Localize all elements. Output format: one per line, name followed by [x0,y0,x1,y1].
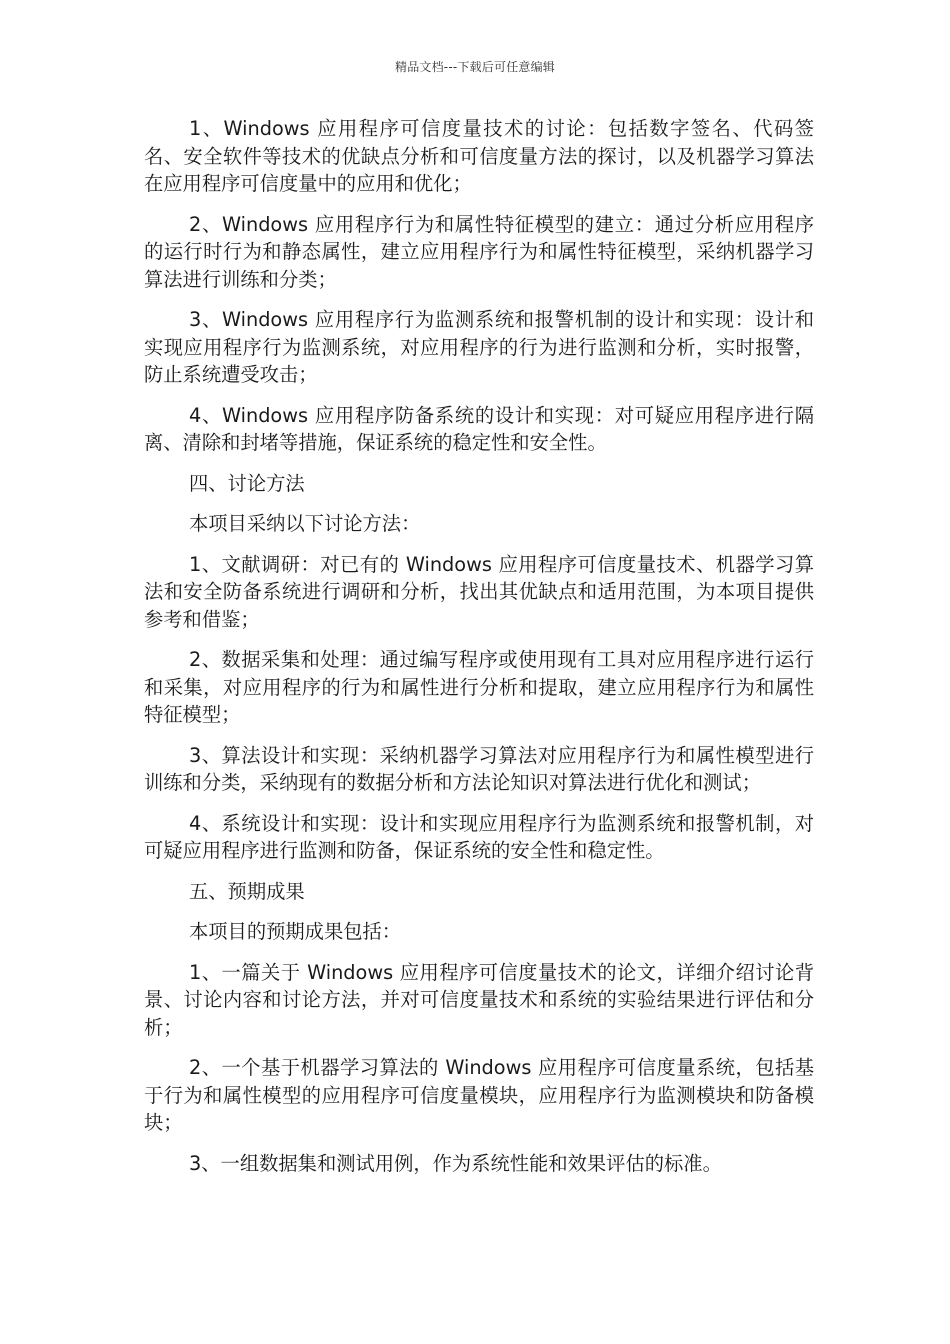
paragraph-methods-intro: 本项目采纳以下讨论方法： [189,512,421,535]
paragraph-outcomes-intro: 本项目的预期成果包括： [189,920,402,943]
section-heading-methods: 四、讨论方法 [189,471,305,495]
paragraph-research-1: 1、Windows 应用程序可信度量技术的讨论：包括数字签名、代码签名、安全软件等技术的优缺点分析和可信度量方法的探讨，以及机器学习算法在应用程序可信度量中的应用和优化； [144,117,814,195]
paragraph-outcome-1: 1、一篇关于 Windows 应用程序可信度量技术的论文，详细介绍讨论背景、讨论内容和讨论方法，并对可信度量技术和系统的实验结果进行评估和分析； [144,960,814,1039]
section-heading-outcomes: 五、预期成果 [189,879,305,903]
paragraph-research-2: 2、Windows 应用程序行为和属性特征模型的建立：通过分析应用程序的运行时行为和静态属性，建立应用程序行为和属性特征模型，采纳机器学习算法进行训练和分类； [144,212,814,291]
paragraph-research-3: 3、Windows 应用程序行为监测系统和报警机制的设计和实现：设计和实现应用程序行为监测系统，对应用程序的行为进行监测和分析，实时报警，防止系统遭受攻击； [144,308,814,386]
document-body [144,115,814,1190]
paragraph-method-1: 1、文献调研：对已有的 Windows 应用程序可信度量技术、机器学习算法和安全防备系统进行调研和分析，找出其优缺点和适用范围，为本项目提供参考和借鉴； [144,552,814,631]
page-header: 精品文档---下载后可任意编辑 [395,60,555,74]
paragraph-research-4: 4、Windows 应用程序防备系统的设计和实现：对可疑应用程序进行隔离、清除和封堵等措施，保证系统的稳定性和安全性。 [144,403,814,454]
paragraph-method-4: 4、系统设计和实现：设计和实现应用程序行为监测系统和报警机制，对可疑应用程序进行监测和防备，保证系统的安全性和稳定性。 [144,811,814,862]
paragraph-method-2: 2、数据采集和处理：通过编写程序或使用现有工具对应用程序进行运行和采集，对应用程序的行为和属性进行分析和提取，建立应用程序行为和属性特征模型； [144,648,814,726]
paragraph-method-3: 3、算法设计和实现：采纳机器学习算法对应用程序行为和属性模型进行训练和分类，采纳现有的数据分析和方法论知识对算法进行优化和测试； [144,743,814,794]
paragraph-outcome-3: 3、一组数据集和测试用例，作为系统性能和效果评估的标准。 [189,1151,722,1175]
paragraph-outcome-2: 2、一个基于机器学习算法的 Windows 应用程序可信度量系统，包括基于行为和属性模型的应用程序可信度量模块，应用程序行为监测模块和防备模块； [144,1056,814,1134]
